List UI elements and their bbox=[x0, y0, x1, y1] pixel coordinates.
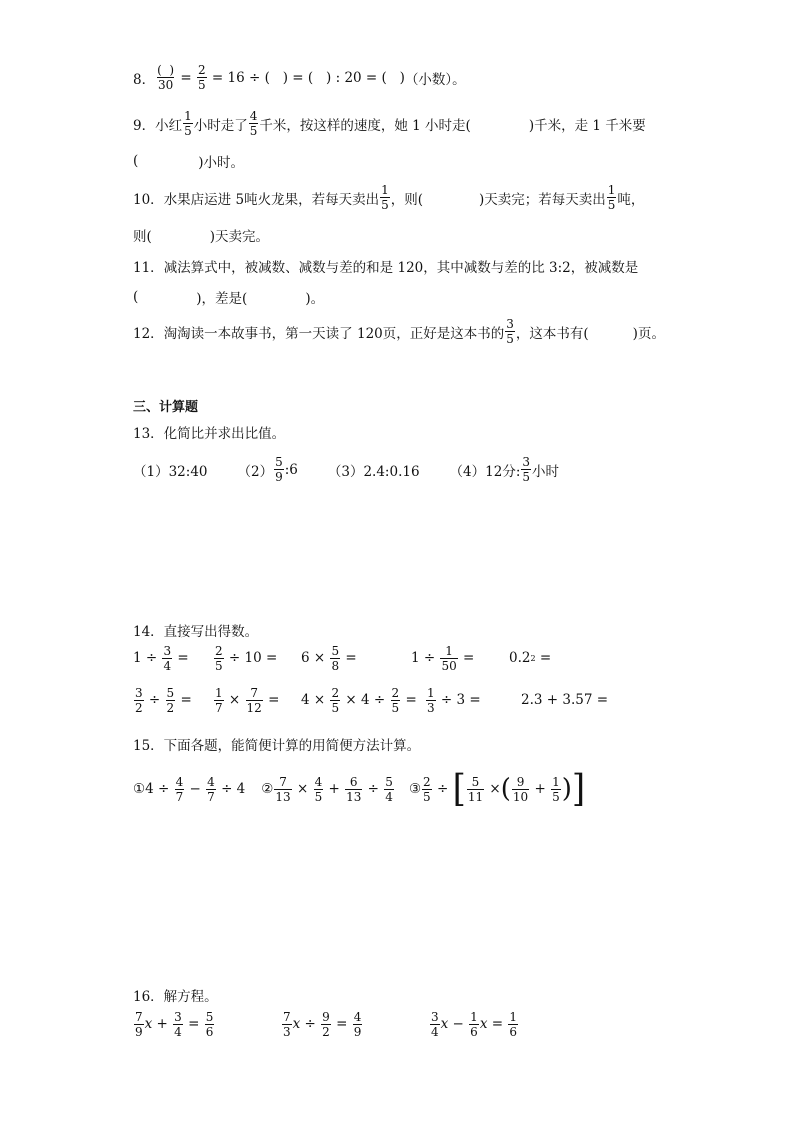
question-14-title: 14．直接写出得数。 bbox=[133, 624, 259, 640]
question-13-items: （1）32:40 （2） $\frac{5}{9}$ :6 （3）2.4:0.16 （4）12分: $\frac{3}{5}$ 小时 bbox=[133, 455, 560, 484]
fraction: $\frac{2}{5}$ bbox=[198, 63, 206, 92]
fraction: $\frac{1}{5}$ bbox=[184, 109, 192, 138]
question-10: 10． 水果店运进 5吨火龙果，若每天卖出 $\frac{1}{5}$ ，则( )天卖完；若每天卖出 $\frac{1}{5}$ 吨， bbox=[133, 183, 645, 212]
calc-row-1: 1 ÷ $\frac{3}{4}$ = $\frac{2}{5}$ ÷ 10 = 6 × $\frac{5}{8}$ = 1 ÷ $\frac{1}{50}$ = 0.2 2 = bbox=[133, 643, 552, 673]
question-9-cont: ( )小时。 bbox=[133, 153, 245, 171]
question-11: 11． 减法算式中，被减数、减数与差的和是 120，其中减数与差的比 3:2，被减数是 bbox=[133, 260, 639, 276]
fraction: $\frac{1}{5}$ bbox=[381, 183, 389, 212]
fraction: $\frac{5}{9}$ bbox=[275, 455, 283, 484]
fraction: $\frac{3}{5}$ bbox=[506, 317, 514, 346]
fraction: $\frac{1}{5}$ bbox=[607, 183, 616, 212]
fraction: $\frac{( )}{30}$ bbox=[157, 63, 175, 92]
fraction: $\frac{4}{5}$ bbox=[249, 109, 258, 138]
question-12: 12． 淘淘读一本故事书，第一天读了 120页，正好是这本书的 $\frac{3}{5}$ ，这本书有( )页。 bbox=[133, 317, 665, 346]
question-10-cont: 则( )天卖完。 bbox=[133, 229, 270, 245]
question-16-title: 16．解方程。 bbox=[133, 989, 218, 1005]
question-8: 8． $\frac{( )}{30}$ = $\frac{2}{5}$ = 16 ÷ ( ) = ( ) : 20 = ( ) （小数）。 bbox=[133, 63, 466, 92]
question-13-title: 13．化简比并求出比值。 bbox=[133, 426, 286, 442]
hint-text: （小数）。 bbox=[404, 71, 466, 88]
question-15-items: ①4 ÷ $\frac{4}{7}$ − $\frac{4}{7}$ ÷ 4 ② $\frac{7}{13}$ × $\frac{4}{5}$ + $\frac{6}{13}$ ÷ $\frac{5}{4}$ ③ $\frac{2}{5}$ ÷ [ $\frac{5}{11}$ × ( $\frac{9}{10}$ + $\frac{1}{5}$ ) ] bbox=[133, 767, 586, 811]
question-11-cont: ( )，差是( )。 bbox=[133, 289, 325, 307]
calc-row-2: $\frac{3}{2}$ ÷ $\frac{5}{2}$ = $\frac{1}{7}$ × $\frac{7}{12}$ = 4 × $\frac{2}{5}$ × 4 ÷ $\frac{2}{5}$ = $\frac{1}{3}$ ÷ 3 = 2.3 + 3.57 = bbox=[135, 685, 609, 715]
fraction: $\frac{3}{5}$ bbox=[522, 455, 531, 484]
question-9: 9． 小红 $\frac{1}{5}$ 小时走了 $\frac{4}{5}$ 千米，按这样的速度，她 1 小时走( )千米，走 1 千米要 bbox=[133, 109, 646, 138]
section-heading: 三、计算题 bbox=[133, 400, 199, 415]
question-15-title: 15．下面各题，能简便计算的用简便方法计算。 bbox=[133, 738, 421, 754]
q-number: 8． bbox=[133, 71, 156, 88]
equations-row: $\frac{7}{9}$ x + $\frac{3}{4}$ = $\frac{5}{6}$ $\frac{7}{3}$ x ÷ $\frac{9}{2}$ = $\frac{4}{9}$ $\frac{3}{4}$ x − $\frac{1}{6}$ x = $\frac{1}{6}$ bbox=[135, 1009, 517, 1039]
